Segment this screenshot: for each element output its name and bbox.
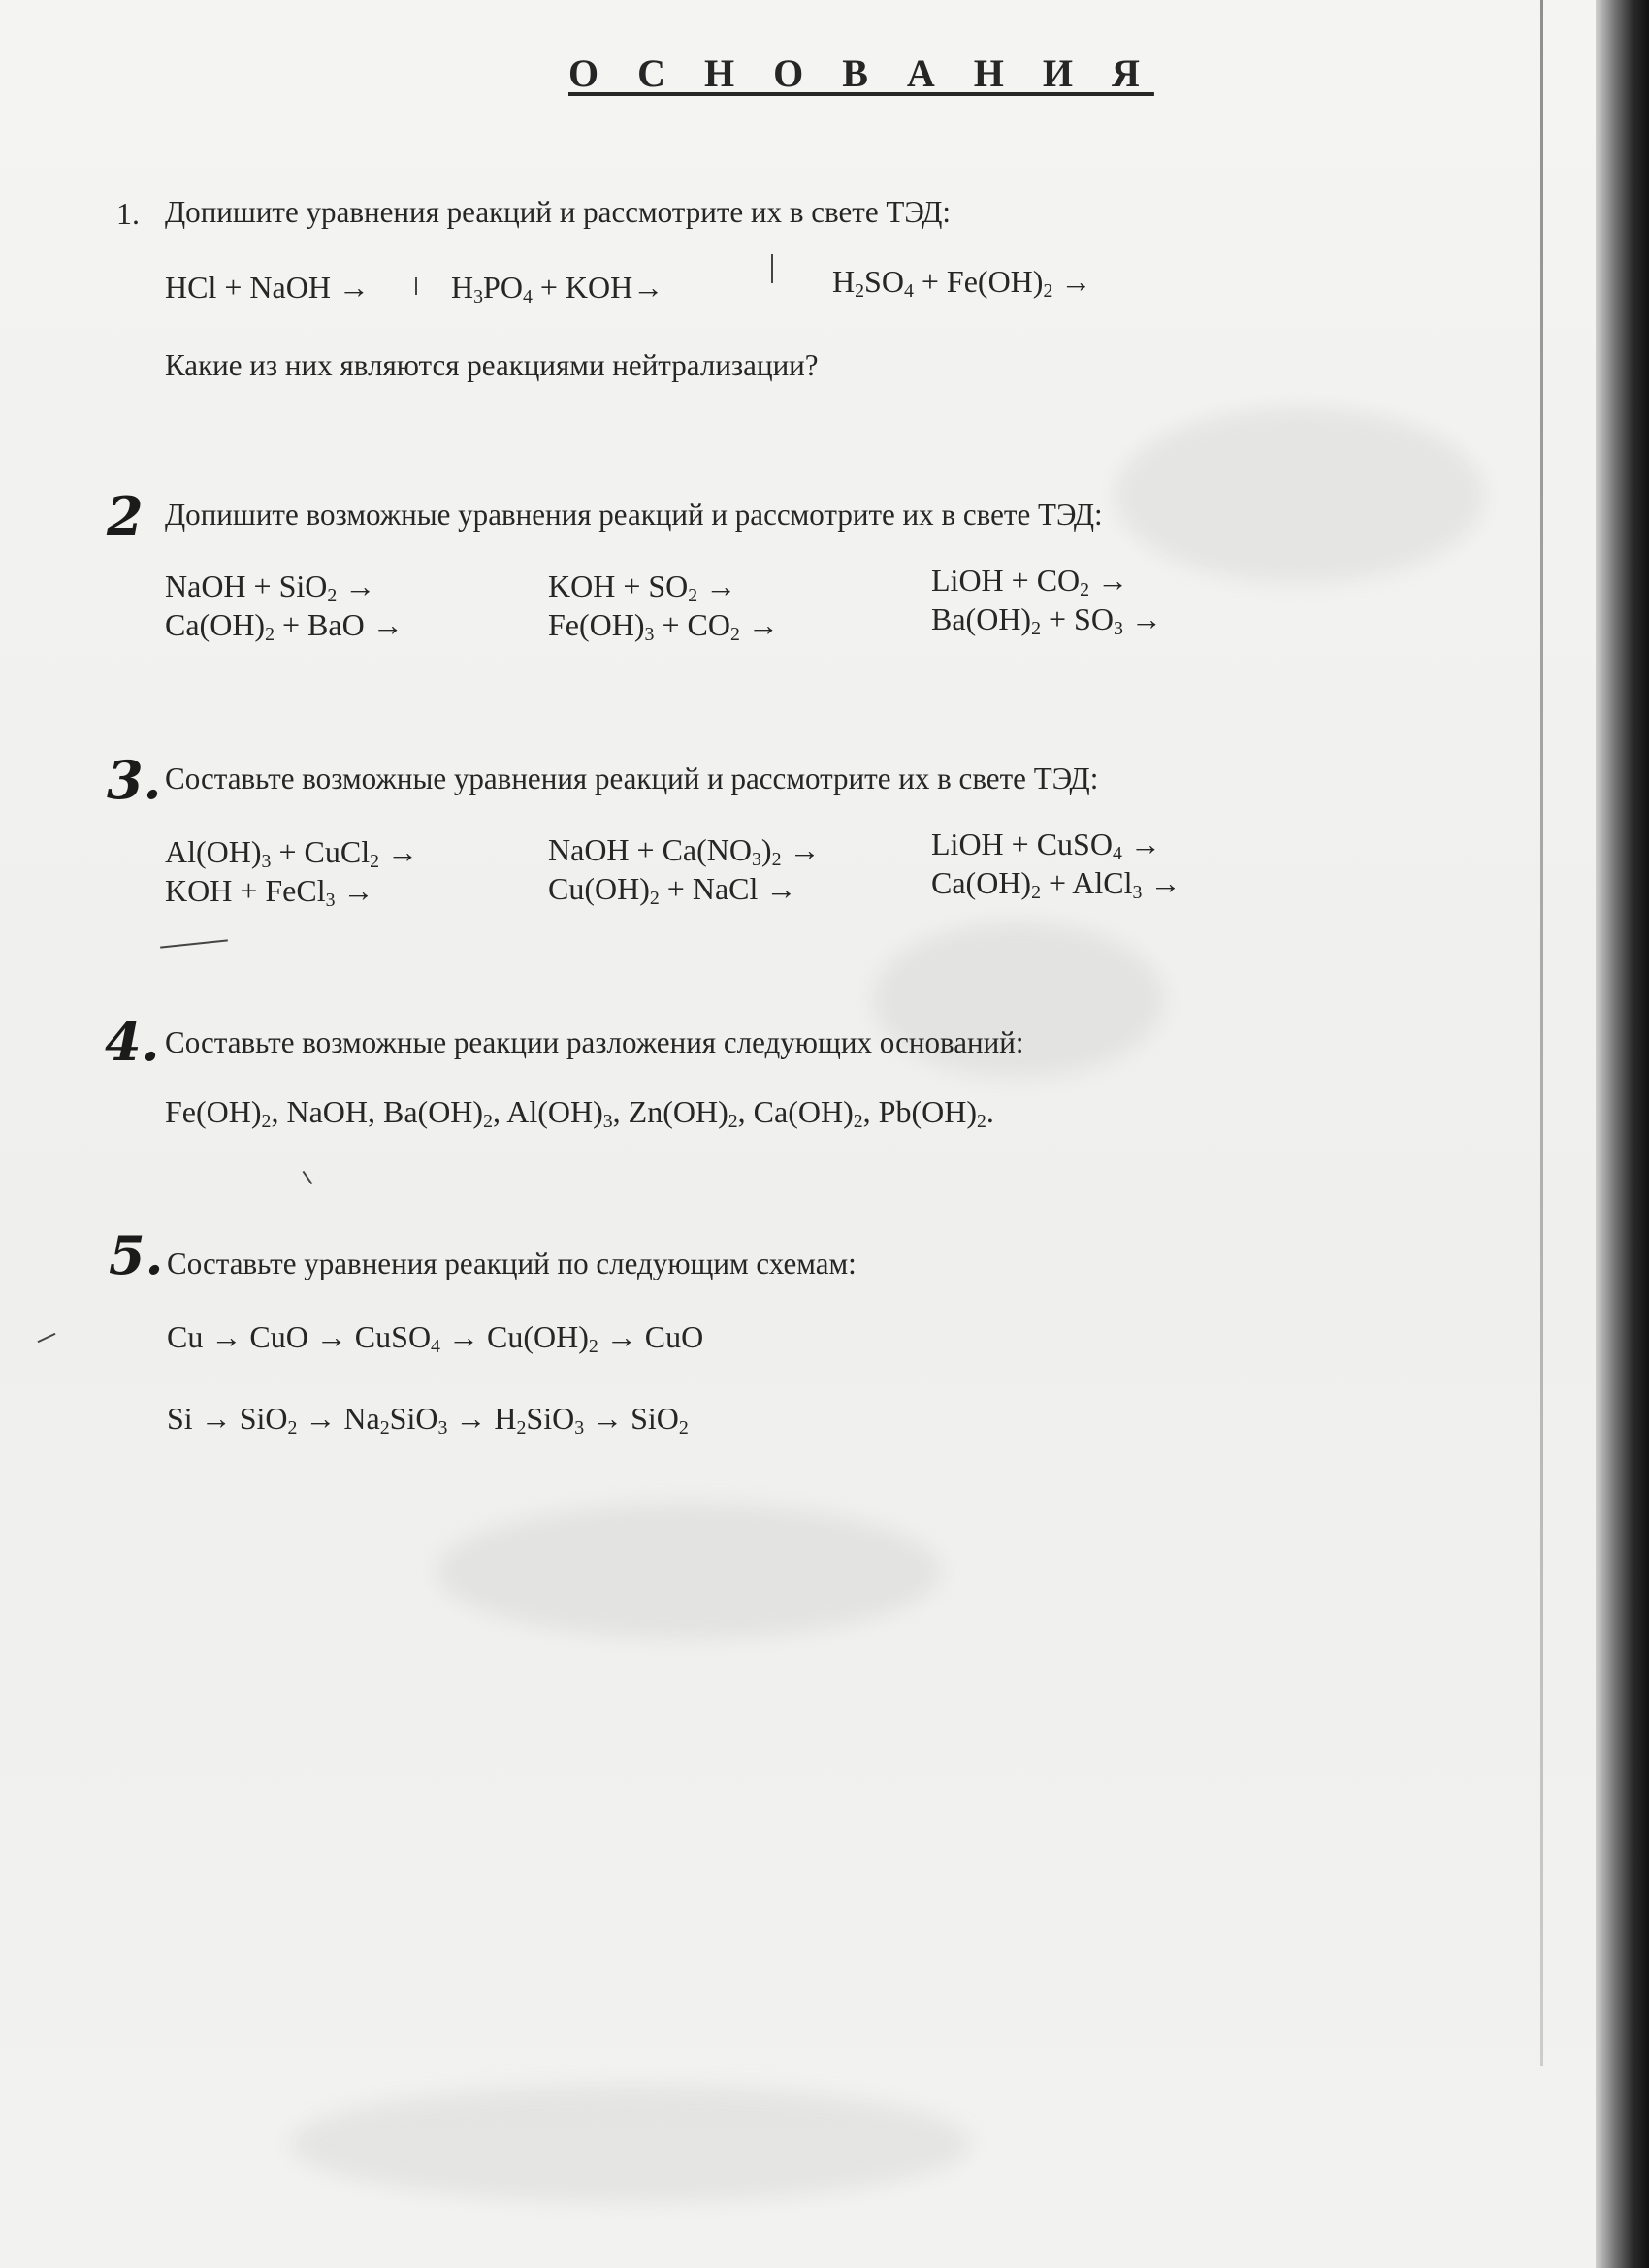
q2-text: Допишите возможные уравнения реакций и рассмотрите их в свете ТЭД: xyxy=(165,497,1103,532)
q3-eq-4: KOH + FeCl$_3$ → xyxy=(165,873,374,911)
q3-eq-3: LiOH + CuSO$_4$ → xyxy=(931,826,1161,864)
q2-eq-1: NaOH + SiO$_2$ → xyxy=(165,568,376,606)
q4-text: Составьте возможные реакции разложения следующих оснований: xyxy=(165,1024,1024,1059)
scan-smudge xyxy=(291,2086,970,2202)
q1-eq-1: HCl + NaOH → xyxy=(165,270,370,305)
q1-eq-2: $H_3PO_4 + KOH\to$ xyxy=(451,270,664,308)
q3-eq-2: NaOH + $Ca(NO_3)_2$ → xyxy=(548,832,821,870)
q3-eq-5: $Cu(OH)_2$ + NaCl → xyxy=(548,871,797,909)
q2-eq-2: KOH + $SO_2$ → xyxy=(548,568,737,606)
q3-eq-6: $Ca(OH)_2$ + AlCl$_3$ → xyxy=(931,865,1181,903)
scan-smudge xyxy=(436,1504,941,1639)
q5-scheme-1: Cu → CuO → CuSO$_4$ → $Cu(OH)_2$ → CuO xyxy=(167,1319,704,1357)
q4-handwritten-number: 4. xyxy=(105,1011,160,1073)
scan-edge-shadow xyxy=(1596,0,1649,2268)
q5-text: Составьте уравнения реакций по следующим схемам: xyxy=(167,1246,857,1280)
q2-eq-5: $Fe(OH)_3 + CO_2$ → xyxy=(548,607,779,645)
q5-handwritten-number: 5. xyxy=(109,1224,164,1286)
q2-eq-4: $Ca(OH)_2$ + BaO → xyxy=(165,607,404,645)
q3-eq-1: $Al(OH)_3$ + CuCl$_2$ → xyxy=(165,834,418,872)
q4-bases-list: $Fe(OH)_2$, NaOH, $Ba(OH)_2$, $Al(OH)_3$, $Zn(OH)_2$, $Ca(OH)_2$, $Pb(OH)_2$. xyxy=(165,1094,994,1132)
q1-question: Какие из них являются реакциями нейтрализации? xyxy=(165,347,819,382)
q2-handwritten-number: 2 xyxy=(107,485,144,547)
q3-text: Составьте возможные уравнения реакций и рассмотрите их в свете ТЭД: xyxy=(165,761,1099,795)
scan-smudge xyxy=(1116,407,1484,582)
pencil-mark xyxy=(415,277,417,295)
pencil-mark xyxy=(771,254,773,283)
q3-handwritten-number: 3. xyxy=(107,749,162,811)
q1-eq-3: $H_2SO_4 + Fe(OH)_2$ → xyxy=(832,264,1092,302)
q5-scheme-2: $Si \to SiO_2 \to Na_2SiO_3 \to H_2SiO_3 \to SiO_2$ xyxy=(167,1401,689,1439)
q2-eq-3: LiOH + $CO_2$ → xyxy=(931,563,1129,600)
q1-text: Допишите уравнения реакций и рассмотрите их в свете ТЭД: xyxy=(165,194,952,229)
page-fold-line xyxy=(1540,0,1543,2066)
q2-eq-6: $Ba(OH)_2 + SO_3$ → xyxy=(931,601,1162,639)
q1-number: 1. xyxy=(116,196,140,231)
page-title: О С Н О В А Н И Я xyxy=(568,51,1154,95)
